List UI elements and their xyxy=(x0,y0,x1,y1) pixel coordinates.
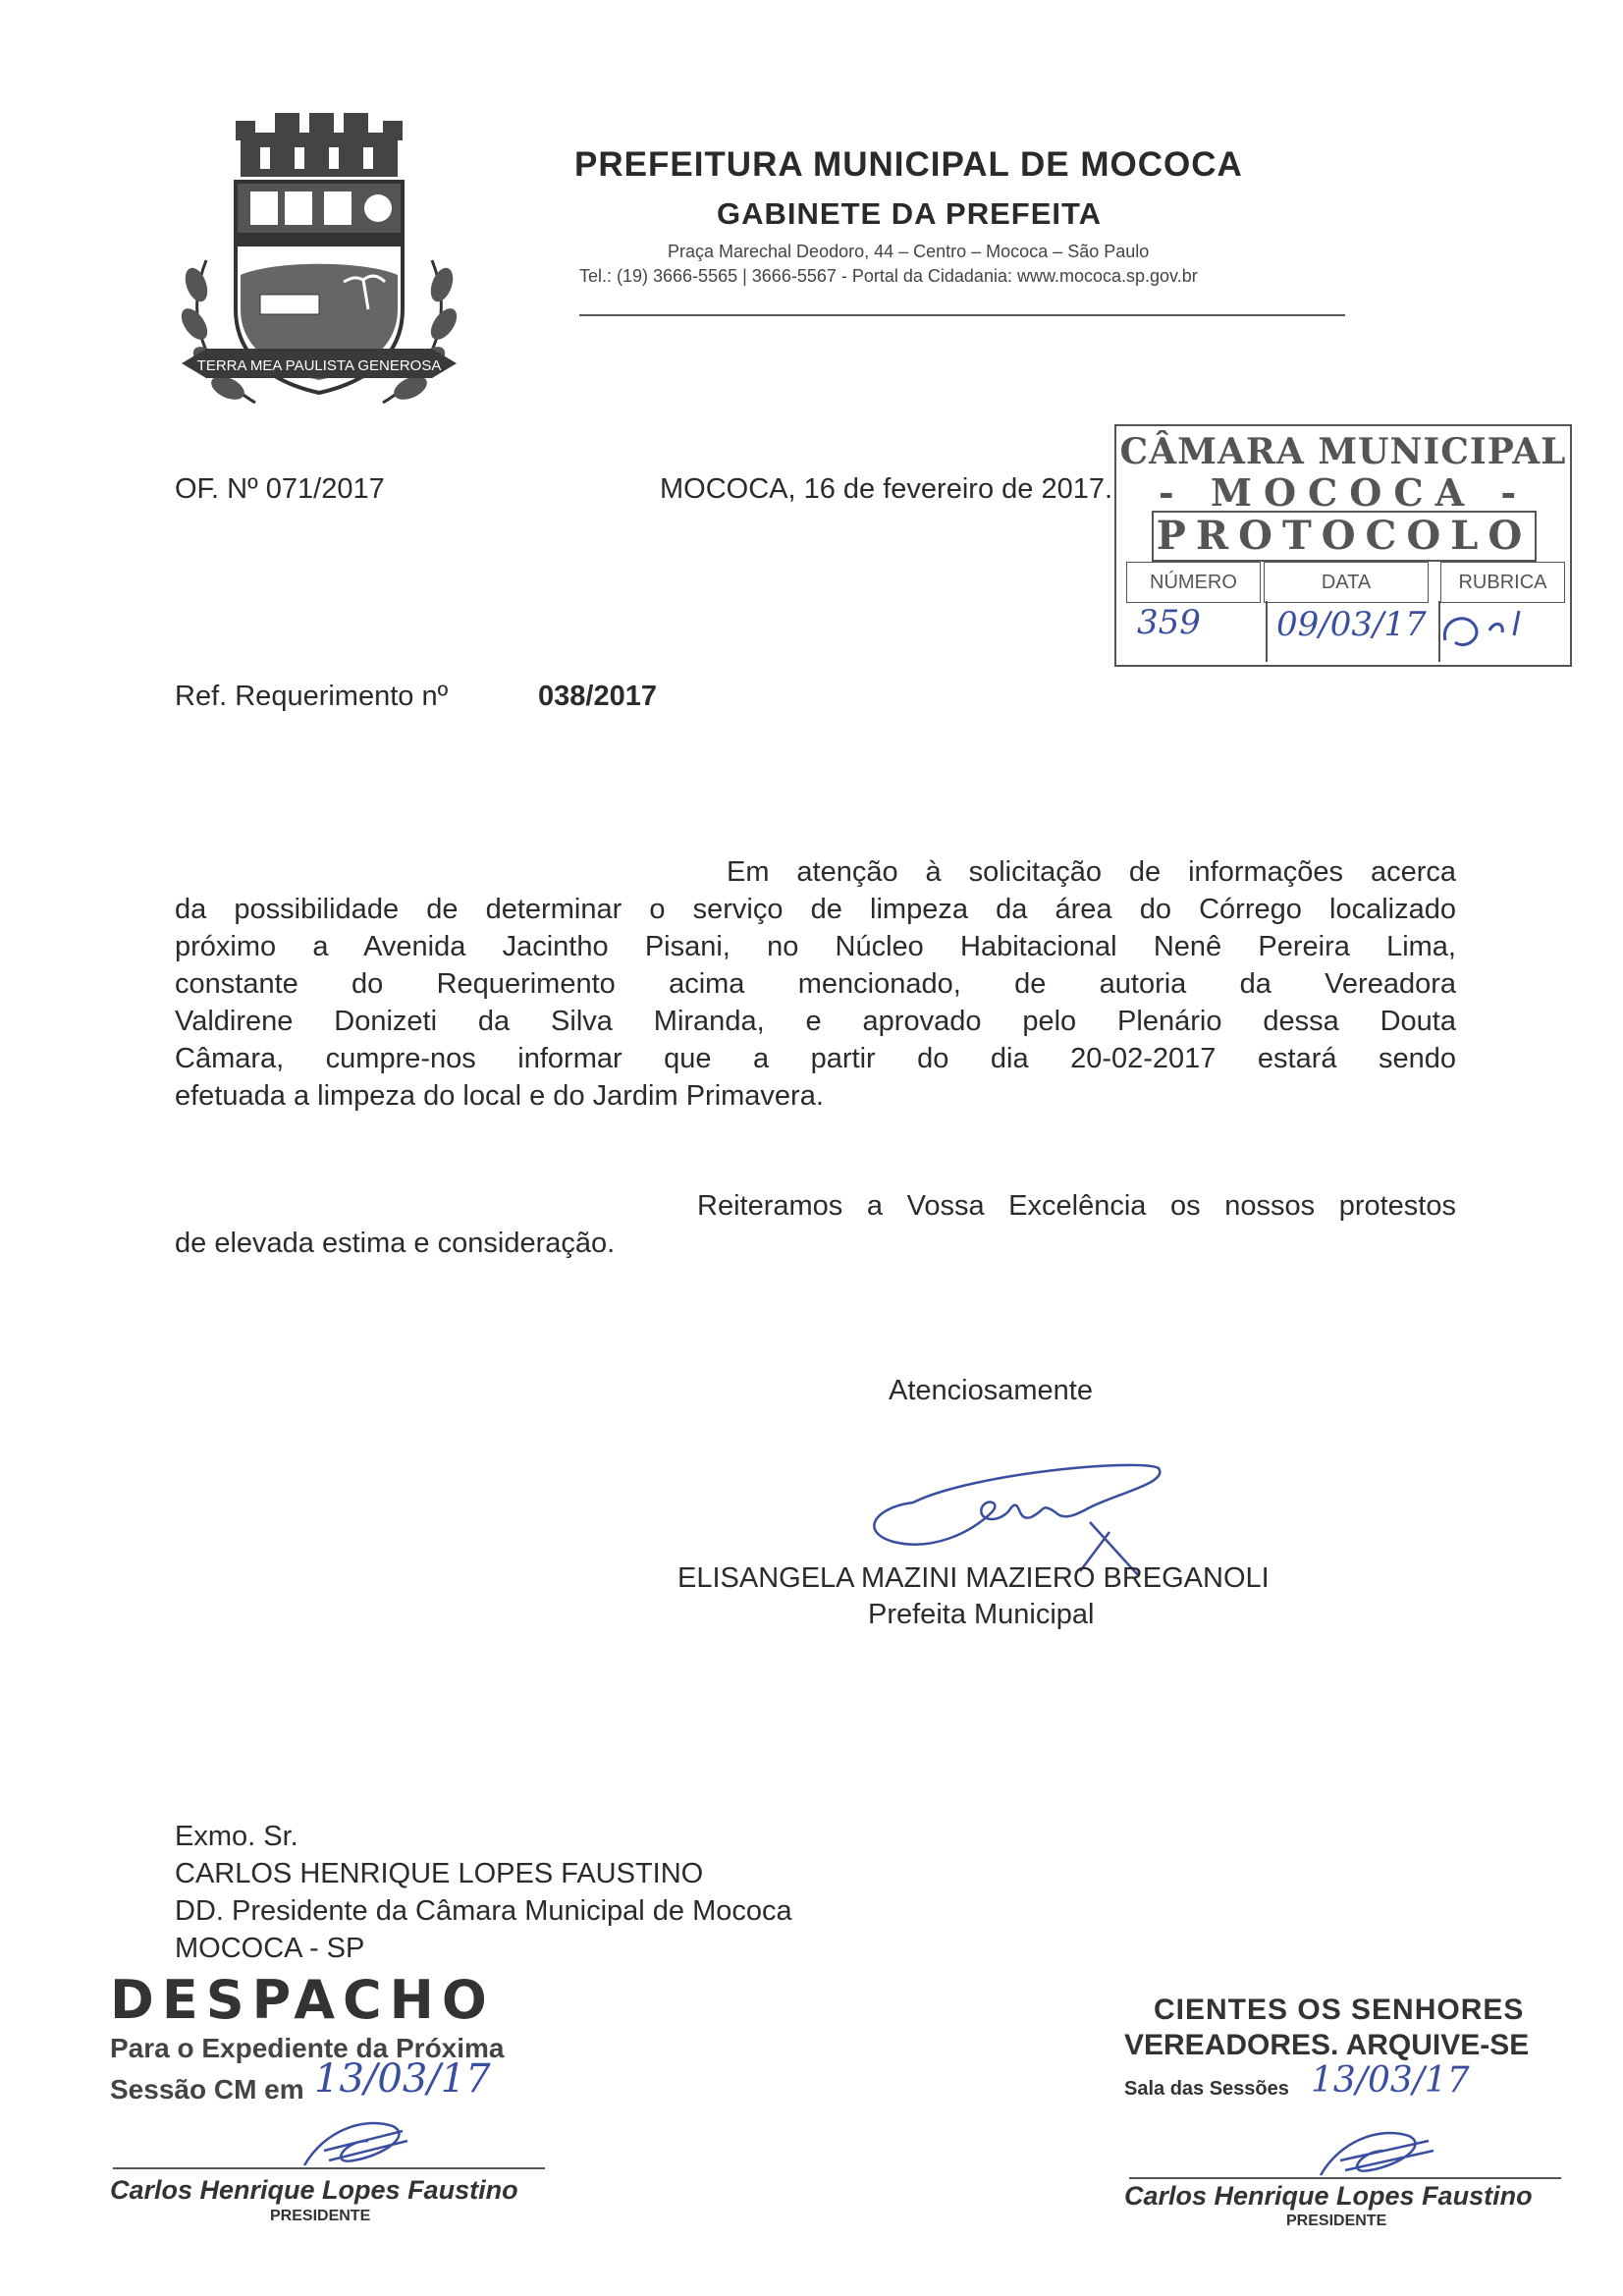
despacho-stamp-line1: Para o Expediente da Próxima xyxy=(110,2033,505,2063)
header-contact: Tel.: (19) 3666-5565 | 3666-5567 - Portal da Cidadania: www.mococa.sp.gov.br xyxy=(579,266,1198,286)
signer-role: Prefeita Municipal xyxy=(868,1599,1095,1630)
closing-salutation: Atenciosamente xyxy=(889,1375,1093,1406)
cientes-president-role: PRESIDENTE xyxy=(1286,2213,1387,2229)
cientes-signature-line xyxy=(1129,2177,1561,2179)
protocol-number-handwritten: 359 xyxy=(1137,603,1201,642)
body-paragraph-1 xyxy=(175,853,1456,1115)
despacho-date-handwritten: 13/03/17 xyxy=(314,2056,491,2102)
crest-motto: TERRA MEA PAULISTA GENEROSA xyxy=(196,357,442,374)
cientes-stamp-line3: Sala das Sessões xyxy=(1124,2078,1289,2100)
header-title: PREFEITURA MUNICIPAL DE MOCOCA xyxy=(574,145,1243,184)
paragraph-line: Câmara, cumpre-nos informar que a partir do dia 20-02-2017 estará sendo xyxy=(175,1043,1456,1074)
header-subtitle: GABINETE DA PREFEITA xyxy=(717,196,1103,231)
place-date: MOCOCA, 16 de fevereiro de 2017. xyxy=(660,473,1113,505)
paragraph-line: Em atenção à solicitação de informações acerca xyxy=(727,856,1456,888)
header-address: Praça Marechal Deodoro, 44 – Centro – Mococa – São Paulo xyxy=(668,242,1150,261)
municipal-coat-of-arms xyxy=(167,113,471,437)
header-divider xyxy=(579,314,1345,316)
office-number: OF. Nº 071/2017 xyxy=(175,473,385,505)
despacho-signature-line xyxy=(113,2167,545,2169)
despacho-stamp-title: DESPACHO xyxy=(110,1969,495,2031)
cientes-date-handwritten: 13/03/17 xyxy=(1311,2060,1470,2101)
paragraph-line: efetuada a limpeza do local e do Jardim Primavera. xyxy=(175,1080,824,1112)
stamp-col-numero: NÚMERO xyxy=(1126,562,1261,603)
stamp-divider xyxy=(1266,601,1268,662)
stamp-col-rubrica: RUBRICA xyxy=(1440,562,1565,603)
paragraph-line: próximo a Avenida Jacintho Pisani, no Núcleo Habitacional Nenê Pereira Lima, xyxy=(175,931,1456,962)
despacho-president-role: PRESIDENTE xyxy=(270,2208,371,2224)
paragraph-line: constante do Requerimento acima mencionado, de autoria da Vereadora xyxy=(175,968,1456,1000)
despacho-stamp-line2: Sessão CM em xyxy=(110,2074,304,2105)
protocol-date-handwritten: 09/03/17 xyxy=(1276,605,1427,644)
reference-label: Ref. Requerimento nº xyxy=(175,681,449,712)
addressee-line: MOCOCA - SP xyxy=(175,1933,365,1964)
signer-name: ELISANGELA MAZINI MAZIERO BREGANOLI xyxy=(677,1562,1270,1594)
paragraph-line: da possibilidade de determinar o serviço de limpeza da área do Córrego localizado xyxy=(175,894,1456,925)
addressee-line: CARLOS HENRIQUE LOPES FAUSTINO xyxy=(175,1858,704,1889)
body-paragraph-2 xyxy=(175,1187,1456,1262)
cientes-president-name: Carlos Henrique Lopes Faustino xyxy=(1124,2181,1533,2211)
stamp-line3: PROTOCOLO xyxy=(1152,511,1537,562)
stamp-line1: CÂMARA MUNICIPAL xyxy=(1119,431,1567,472)
protocol-rubric-signature xyxy=(1435,601,1543,660)
paragraph-line: Valdirene Donizeti da Silva Miranda, e aprovado pelo Plenário dessa Douta xyxy=(175,1006,1456,1037)
stamp-line2: - MOCOCA - xyxy=(1158,470,1529,515)
cientes-stamp-line2: VEREADORES. ARQUIVE-SE xyxy=(1124,2029,1530,2061)
addressee-line: DD. Presidente da Câmara Municipal de Mococa xyxy=(175,1895,792,1927)
addressee-line: Exmo. Sr. xyxy=(175,1821,298,1852)
despacho-president-name: Carlos Henrique Lopes Faustino xyxy=(110,2175,518,2205)
cientes-signature xyxy=(1301,2121,1448,2190)
stamp-col-data: DATA xyxy=(1264,562,1429,603)
reference-number: 038/2017 xyxy=(538,681,657,712)
despacho-signature xyxy=(285,2111,422,2180)
cientes-stamp-line1: CIENTES OS SENHORES xyxy=(1154,1994,1525,2026)
paragraph-line: de elevada estima e consideração. xyxy=(175,1228,616,1259)
paragraph-line: Reiteramos a Vossa Excelência os nossos protestos xyxy=(697,1190,1456,1222)
addressee-block xyxy=(175,1818,792,1967)
